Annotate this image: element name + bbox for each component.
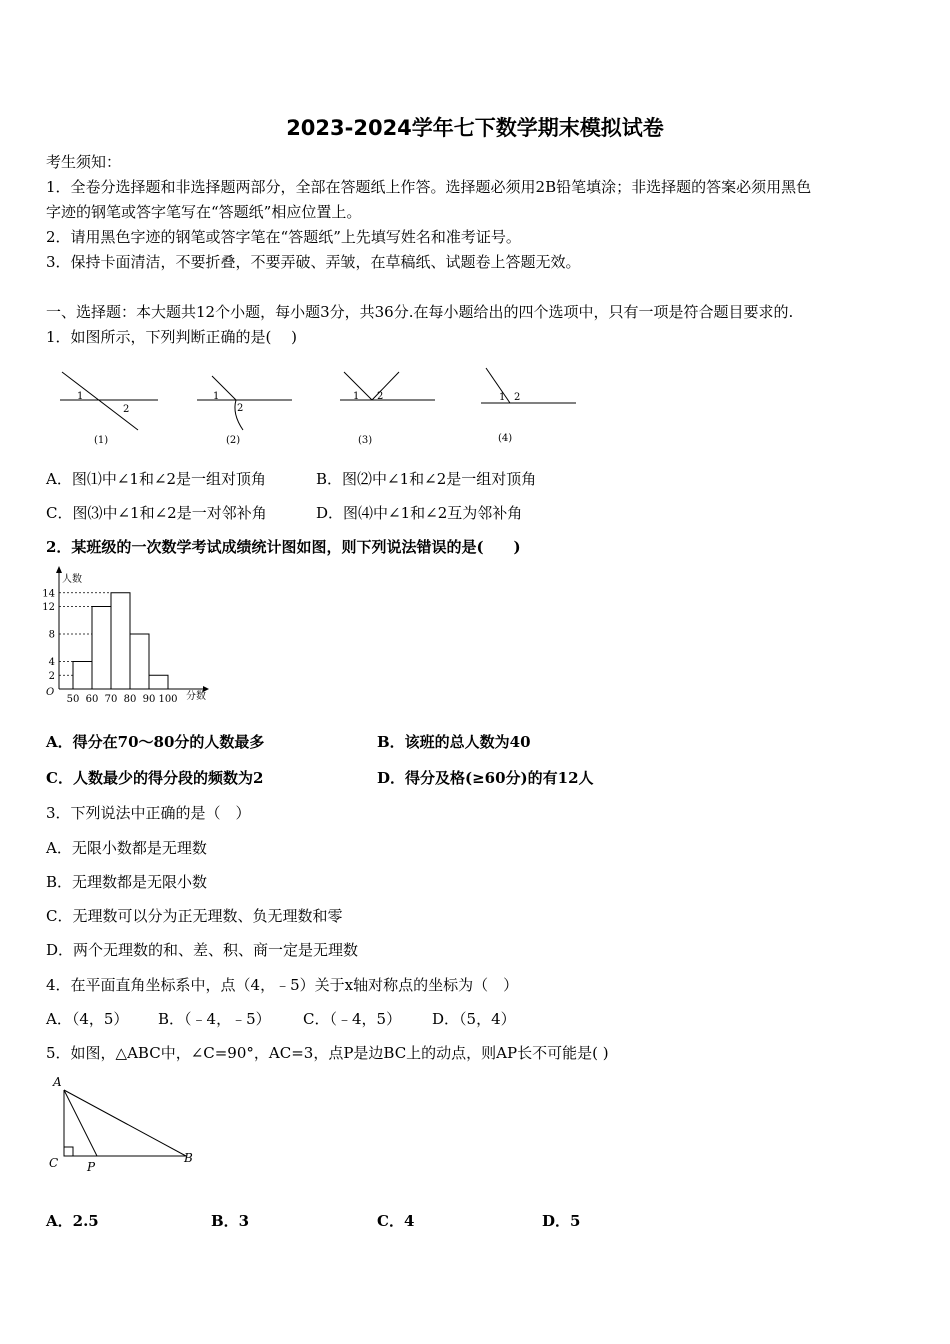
x-tick-label: 80 (123, 694, 137, 705)
q5-option-b: B．3 (211, 1212, 250, 1230)
notice-item-3: 3．保持卡面清洁，不要折叠，不要弄破、弄皱，在草稿纸、试题卷上答题无效。 (46, 253, 581, 271)
x-tick-label: 60 (85, 694, 99, 705)
q1-stem: 1．如图所示，下列判断正确的是( ) (46, 328, 298, 346)
q5-option-a: A．2.5 (46, 1212, 99, 1230)
q1-fig2-caption: (2) (226, 435, 241, 446)
x-tick-label: 90 (142, 694, 156, 705)
notice-item-2: 2．请用黑色字迹的钢笔或答字笔在“答题纸”上先填写姓名和准考证号。 (46, 228, 521, 246)
q1-fig4-caption: (4) (498, 433, 513, 444)
q1-figure-3 (340, 372, 435, 446)
q1-figure-1 (60, 372, 158, 446)
q4-option-a: A．（4，5） (46, 1010, 129, 1028)
histogram-bar (111, 593, 130, 689)
y-tick-label: 14 (42, 588, 55, 600)
q1-figure-4 (481, 368, 576, 444)
x-tick-label: 70 (104, 694, 118, 705)
q2-stem: 2．某班级的一次数学考试成绩统计图如图，则下列说法错误的是( ) (46, 538, 521, 556)
section-heading: 一、选择题：本大题共12个小题，每小题3分，共36分.在每小题给出的四个选项中，只有一项是符合题目要求的. (46, 303, 794, 321)
q1-fig2-angle1: 1 (213, 391, 220, 402)
vertex-a-label: A (53, 1075, 62, 1089)
q4-option-c: C．（﹣4，5） (303, 1010, 402, 1028)
q3-option-c: C．无理数可以分为正无理数、负无理数和零 (46, 907, 343, 925)
histogram-bar (73, 662, 92, 690)
q1-option-d: D．图⑷中∠1和∠2互为邻补角 (316, 504, 523, 522)
vertex-b-label: B (184, 1151, 193, 1165)
y-tick-label: 2 (48, 670, 55, 682)
q4-option-d: D．（5，4） (432, 1010, 516, 1028)
q2-histogram (40, 565, 215, 705)
q2-option-d: D．得分及格(≥60分)的有12人 (377, 769, 594, 787)
q3-option-a: A．无限小数都是无理数 (46, 839, 207, 857)
q5-stem: 5．如图，△ABC中，∠C=90°，AC=3，点P是边BC上的动点，则AP长不可能是( ) (46, 1044, 609, 1062)
histogram-bar (149, 675, 168, 689)
q5-triangle (40, 1070, 210, 1180)
q1-fig4-angle1: 1 (499, 392, 506, 403)
notice-heading: 考生须知： (46, 153, 122, 171)
q1-option-c: C．图⑶中∠1和∠2是一对邻补角 (46, 504, 267, 522)
q4-stem: 4．在平面直角坐标系中，点（4，﹣5）关于x轴对称点的坐标为（ ） (46, 976, 519, 994)
y-tick-label: 8 (48, 629, 55, 641)
q2-option-a: A．得分在70～80分的人数最多 (46, 733, 265, 751)
y-axis-arrow (56, 566, 62, 573)
point-p-label: P (87, 1160, 96, 1174)
page-title: 2023-2024学年七下数学期末模拟试卷 (286, 116, 664, 140)
q3-stem: 3．下列说法中正确的是（ ） (46, 804, 251, 822)
origin-label: O (46, 687, 55, 698)
q5-option-c: C．4 (377, 1212, 415, 1230)
q3-option-d: D．两个无理数的和、差、积、商一定是无理数 (46, 941, 359, 959)
q1-figures (40, 360, 600, 452)
q5-option-d: D．5 (542, 1212, 581, 1230)
q1-fig3-caption: (3) (358, 435, 373, 446)
y-tick-label: 4 (48, 657, 55, 668)
q1-figure-2 (197, 376, 292, 446)
q1-option-b: B．图⑵中∠1和∠2是一组对顶角 (316, 470, 537, 488)
q1-fig4-angle2: 2 (514, 392, 521, 403)
x-tick-label: 50 (66, 694, 80, 705)
q1-fig3-angle2: 2 (377, 391, 384, 402)
y-tick-label: 12 (42, 602, 55, 613)
histogram-bar (92, 607, 111, 690)
notice-item-1-cont: 字迹的钢笔或答字笔写在“答题纸”相应位置上。 (46, 203, 362, 221)
right-angle-mark (64, 1147, 73, 1156)
vertex-c-label: C (49, 1156, 59, 1170)
x-tick-label: 100 (158, 694, 178, 705)
x-axis-label: 分数 (186, 691, 206, 702)
q4-option-b: B．（﹣4，﹣5） (158, 1010, 271, 1028)
q2-option-c: C．人数最少的得分段的频数为2 (46, 769, 264, 787)
q1-fig3-angle1: 1 (353, 391, 360, 402)
q1-fig1-angle2: 2 (123, 404, 130, 415)
q1-fig1-caption: (1) (94, 435, 109, 446)
q2-option-b: B．该班的总人数为40 (377, 733, 531, 751)
q1-option-a: A．图⑴中∠1和∠2是一组对顶角 (46, 470, 267, 488)
histogram-bar (130, 634, 149, 689)
q3-option-b: B．无理数都是无限小数 (46, 873, 208, 891)
y-axis-label: 人数 (62, 574, 82, 585)
q1-fig2-angle2: 2 (237, 403, 244, 414)
notice-item-1: 1．全卷分选择题和非选择题两部分，全部在答题纸上作答。选择题必须用2B铅笔填涂；非选择题的答案必须用黑色 (46, 178, 812, 196)
q1-fig1-angle1: 1 (77, 391, 84, 402)
